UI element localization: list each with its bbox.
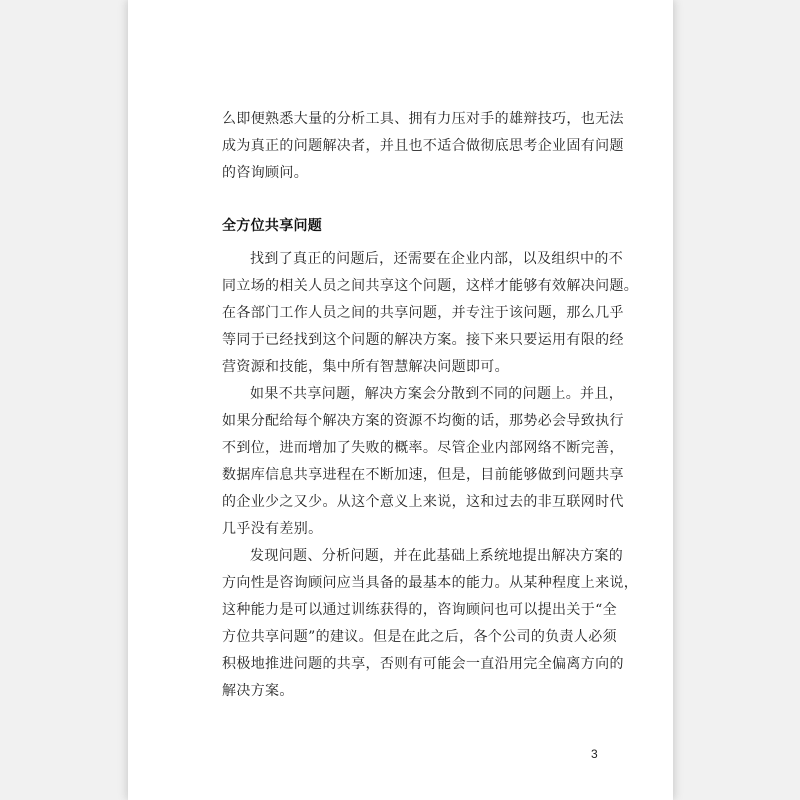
text-line: 的企业少之又少。从这个意义上来说，这和过去的非互联网时代 — [222, 494, 624, 510]
text-line: 等同于已经找到这个问题的解决方案。接下来只要运用有限的经 — [222, 332, 624, 348]
text-line: 几乎没有差别。 — [222, 521, 323, 537]
page-number: 3 — [591, 747, 598, 761]
text-line: 不到位，进而增加了失败的概率。尽管企业内部网络不断完善， — [222, 440, 624, 456]
text-line: 如果分配给每个解决方案的资源不均衡的话，那势必会导致执行 — [222, 413, 624, 429]
text-line: 如果不共享问题，解决方案会分散到不同的问题上。并且， — [250, 386, 624, 402]
text-line: 这种能力是可以通过训练获得的，咨询顾问也可以提出关于“全 — [222, 602, 617, 618]
paragraph-1 — [222, 246, 639, 381]
text-line: 营资源和技能，集中所有智慧解决问题即可。 — [222, 359, 509, 375]
text-line: 成为真正的问题解决者，并且也不适合做彻底思考企业固有问题 — [222, 138, 624, 154]
text-line: 发现问题、分析问题，并在此基础上系统地提出解决方案的 — [250, 548, 624, 564]
paragraph-2 — [222, 381, 624, 543]
text-line: 数据库信息共享进程在不断加速，但是，目前能够做到问题共享 — [222, 467, 624, 483]
section-heading: 全方位共享问题 — [222, 218, 323, 234]
text-line: 解决方案。 — [222, 683, 294, 699]
book-page — [128, 0, 673, 800]
text-line: 在各部门工作人员之间的共享问题，并专注于该问题，那么几乎 — [222, 305, 624, 321]
text-line: 么即便熟悉大量的分析工具、拥有力压对手的雄辩技巧，也无法 — [222, 111, 624, 127]
text-line: 找到了真正的问题后，还需要在企业内部，以及组织中的不 — [250, 251, 624, 267]
page-body — [222, 106, 639, 705]
text-line: 积极地推进问题的共享，否则有可能会一直沿用完全偏离方向的 — [222, 656, 624, 672]
text-line: 方向性是咨询顾问应当具备的最基本的能力。从某种程度上来说， — [222, 575, 639, 591]
intro-paragraph — [222, 106, 624, 187]
text-line: 方位共享问题”的建议。但是在此之后，各个公司的负责人必须 — [222, 629, 617, 645]
paragraph-3 — [222, 543, 639, 705]
text-line: 同立场的相关人员之间共享这个问题，这样才能够有效解决问题。 — [222, 278, 639, 294]
text-line: 的咨询顾问。 — [222, 165, 309, 181]
